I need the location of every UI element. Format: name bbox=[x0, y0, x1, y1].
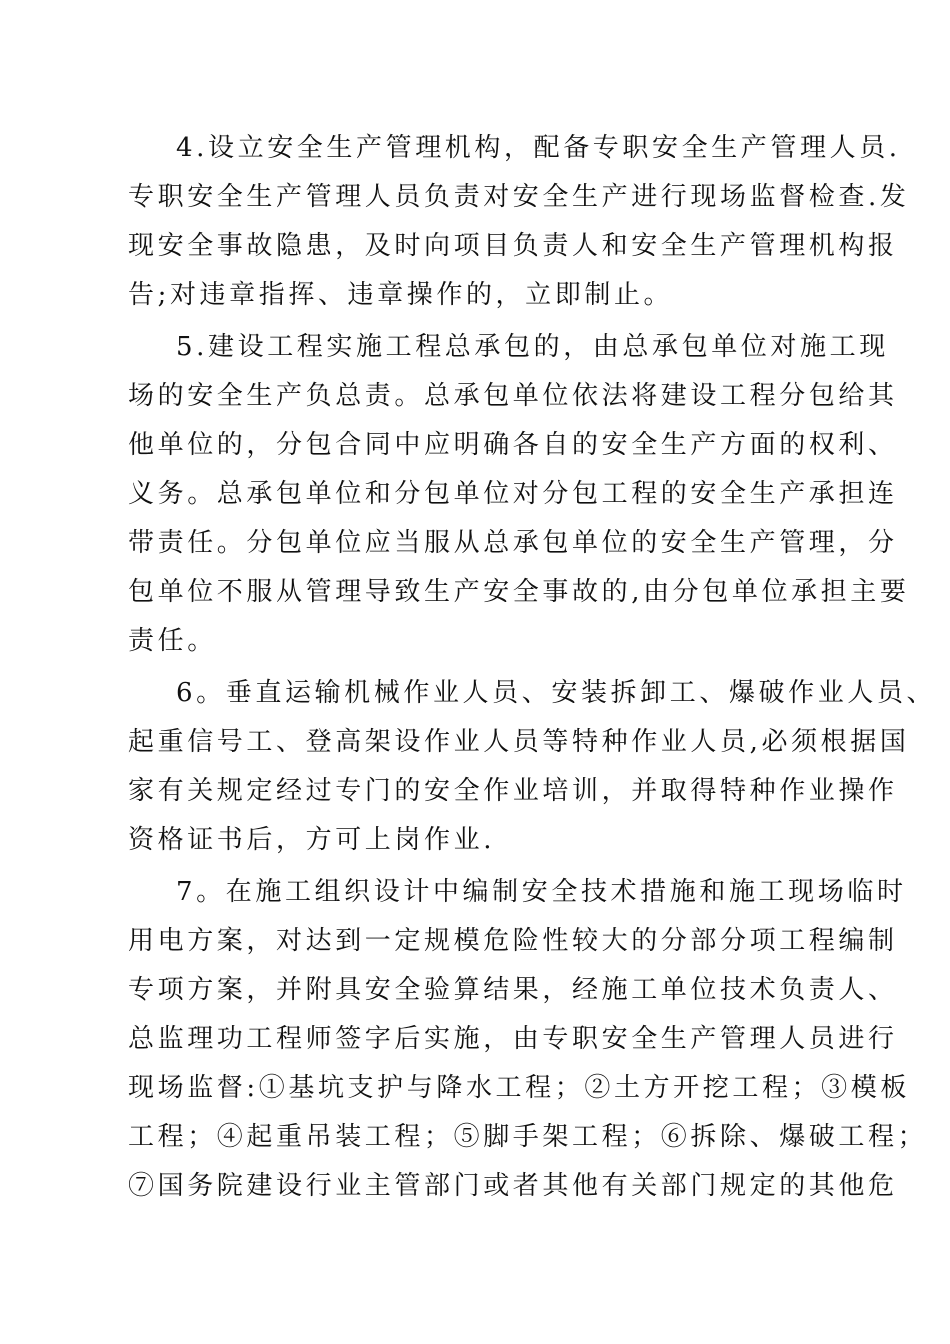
text-line: 7。在施工组织设计中编制安全技术措施和施工现场临时 bbox=[176, 877, 907, 907]
text-line: 专项方案，并附具安全验算结果，经施工单位技术负责人、 bbox=[128, 975, 898, 1005]
text-line: 专职安全生产管理人员负责对安全生产进行现场监督检查.发 bbox=[128, 182, 910, 212]
text-line: 他单位的，分包合同中应明确各自的安全生产方面的权利、 bbox=[128, 430, 898, 460]
text-line: 5.建设工程实施工程总承包的，由总承包单位对施工现 bbox=[176, 332, 889, 362]
text-line: 责任。 bbox=[128, 626, 217, 656]
text-line: 起重信号工、登高架设作业人员等特种作业人员,必须根据国 bbox=[128, 727, 910, 757]
text-line: 带责任。分包单位应当服从总承包单位的安全生产管理，分 bbox=[128, 528, 898, 558]
text-line: 义务。总承包单位和分包单位对分包工程的安全生产承担连 bbox=[128, 479, 898, 509]
text-line: 总监理功工程师签字后实施，由专职安全生产管理人员进行 bbox=[128, 1024, 898, 1054]
text-line: ⑦国务院建设行业主管部门或者其他有关部门规定的其他危 bbox=[128, 1171, 898, 1201]
text-line: 家有关规定经过专门的安全作业培训，并取得特种作业操作 bbox=[128, 776, 898, 806]
text-line: 现场监督:①基坑支护与降水工程；②土方开挖工程；③模板 bbox=[128, 1073, 910, 1103]
text-line: 包单位不服从管理导致生产安全事故的,由分包单位承担主要 bbox=[128, 577, 910, 607]
text-line: 场的安全生产负总责。总承包单位依法将建设工程分包给其 bbox=[128, 381, 898, 411]
text-line: 4.设立安全生产管理机构，配备专职安全生产管理人员. bbox=[176, 133, 901, 163]
text-line: 告;对违章指挥、违章操作的，立即制止。 bbox=[128, 280, 674, 310]
text-line: 工程；④起重吊装工程；⑤脚手架工程；⑥拆除、爆破工程； bbox=[128, 1122, 928, 1152]
text-line: 用电方案，对达到一定规模危险性较大的分部分项工程编制 bbox=[128, 926, 898, 956]
text-line: 资格证书后，方可上岗作业. bbox=[128, 825, 496, 855]
text-line: 现安全事故隐患，及时向项目负责人和安全生产管理机构报 bbox=[128, 231, 898, 261]
text-line: 6。垂直运输机械作业人员、安装拆卸工、爆破作业人员、 bbox=[176, 678, 937, 708]
